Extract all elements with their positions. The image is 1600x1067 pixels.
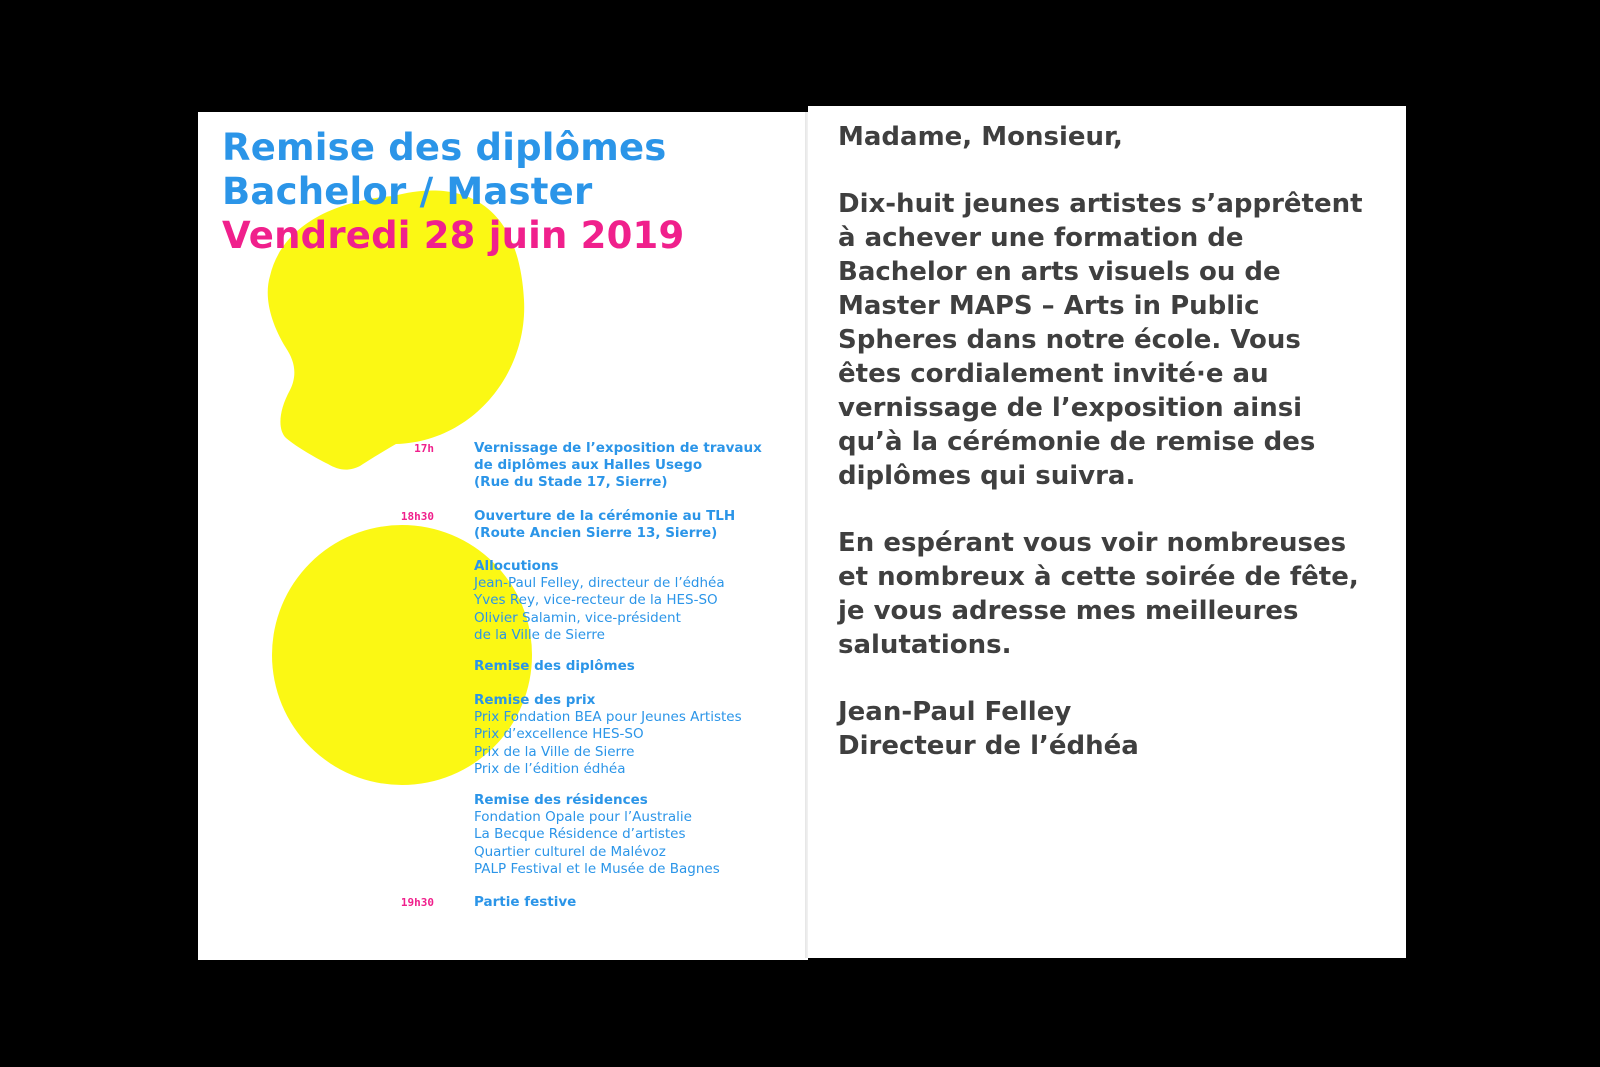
date-line: Vendredi 28 juin 2019 xyxy=(222,214,685,257)
paragraph-gap xyxy=(838,154,1398,187)
schedule-line: Olivier Salamin, vice-président xyxy=(474,609,681,626)
schedule-line: Fondation Opale pour l’Australie xyxy=(474,809,692,826)
schedule-line: de diplômes aux Halles Usego xyxy=(474,457,703,474)
letter-line: à achever une formation de xyxy=(838,223,1244,253)
letter-text xyxy=(838,120,1398,763)
schedule-line: Prix d’excellence HES-SO xyxy=(474,726,644,743)
schedule-line: (Rue du Stade 17, Sierre) xyxy=(474,474,668,491)
schedule-entry xyxy=(474,558,794,644)
letter-line: Dix-huit jeunes artistes s’apprêtent xyxy=(838,189,1363,219)
right-page xyxy=(808,106,1406,958)
schedule-entry xyxy=(474,440,794,492)
schedule-entry xyxy=(474,792,794,878)
schedule-line: Remise des prix xyxy=(474,692,596,708)
schedule-line: Remise des résidences xyxy=(474,792,648,808)
schedule-line: Partie festive xyxy=(474,894,577,910)
letter-line: êtes cordialement invité·e au xyxy=(838,359,1269,389)
schedule-time: 17h xyxy=(414,442,434,455)
schedule-time: 18h30 xyxy=(400,510,434,523)
paragraph-gap xyxy=(838,662,1398,695)
left-page xyxy=(198,112,808,960)
letter-line: qu’à la cérémonie de remise des xyxy=(838,427,1316,457)
schedule-line: Prix de la Ville de Sierre xyxy=(474,743,635,760)
paragraph-gap xyxy=(838,493,1398,526)
schedule-entry xyxy=(474,658,794,675)
schedule-line: Prix de l’édition édhéa xyxy=(474,760,626,777)
schedule-time: 19h30 xyxy=(400,896,434,909)
schedule-line: Yves Rey, vice-recteur de la HES-SO xyxy=(474,592,718,609)
letter-line: salutations. xyxy=(838,630,1012,660)
letter-line: et nombreux à cette soirée de fête, xyxy=(838,562,1359,592)
schedule-line: Allocutions xyxy=(474,558,559,574)
schedule-line: de la Ville de Sierre xyxy=(474,626,605,643)
schedule-line: (Route Ancien Sierre 13, Sierre) xyxy=(474,525,718,542)
schedule-entry xyxy=(474,692,794,778)
schedule-line: Ouverture de la cérémonie au TLH xyxy=(474,508,736,524)
letter-line: Madame, Monsieur, xyxy=(838,122,1123,152)
letter-line: En espérant vous voir nombreuses xyxy=(838,528,1347,558)
schedule-line: Quartier culturel de Malévoz xyxy=(474,843,666,860)
schedule-entry xyxy=(474,508,794,542)
letter-line: je vous adresse mes meilleures xyxy=(838,596,1299,626)
schedule-line: PALP Festival et le Musée de Bagnes xyxy=(474,860,720,877)
program-schedule xyxy=(198,112,808,960)
schedule-entry xyxy=(474,894,794,911)
schedule-line: La Becque Résidence d’artistes xyxy=(474,826,686,843)
title-line-2: Bachelor / Master xyxy=(222,170,593,213)
letter-line: Master MAPS – Arts in Public xyxy=(838,291,1260,321)
letter-line: Directeur de l’édhéa xyxy=(838,731,1139,761)
letter-line: Jean-Paul Felley xyxy=(838,697,1072,727)
schedule-line: Jean-Paul Felley, directeur de l’édhéa xyxy=(474,575,725,592)
letter-line: diplômes qui suivra. xyxy=(838,461,1136,491)
schedule-line: Prix Fondation BEA pour Jeunes Artistes xyxy=(474,709,742,726)
letter-line: vernissage de l’exposition ainsi xyxy=(838,393,1303,423)
schedule-line: Vernissage de l’exposition de travaux xyxy=(474,440,762,456)
title-line-1: Remise des diplômes xyxy=(222,126,667,169)
letter-line: Bachelor en arts visuels ou de xyxy=(838,257,1281,287)
letter-line: Spheres dans notre école. Vous xyxy=(838,325,1301,355)
schedule-line: Remise des diplômes xyxy=(474,658,635,674)
